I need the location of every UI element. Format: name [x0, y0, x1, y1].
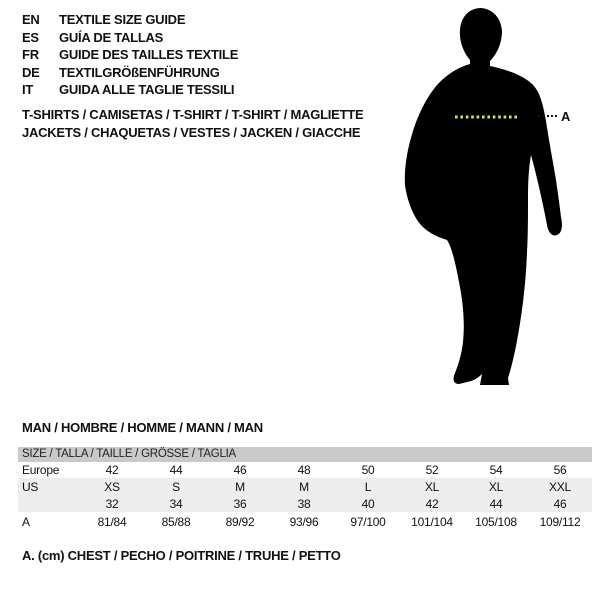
- table-cell: 42: [105, 463, 119, 477]
- table-cell: L: [364, 479, 372, 494]
- table-cell: 54: [489, 463, 503, 477]
- size-table: [18, 447, 592, 531]
- category-line-tshirts: T-SHIRTS / CAMISETAS / T-SHIRT / T-SHIRT / MAGLIETTE: [22, 107, 364, 122]
- table-cell: 56: [553, 463, 567, 477]
- table-cell: 89/92: [225, 514, 255, 529]
- language-code: FR: [22, 47, 39, 63]
- table-cell: 44: [169, 463, 183, 477]
- table-cell: 38: [297, 496, 311, 511]
- language-code: IT: [22, 82, 34, 98]
- language-code: DE: [22, 64, 40, 80]
- table-row-a: [18, 512, 592, 531]
- table-cell: XXL: [549, 479, 571, 494]
- table-cell: 85/88: [161, 514, 191, 529]
- table-cell: S: [172, 479, 180, 494]
- table-cell: M: [299, 479, 309, 494]
- table-cell: 105/108: [475, 514, 517, 529]
- table-cell: 36: [233, 496, 247, 511]
- row-label-us: US: [22, 479, 39, 494]
- language-row: [22, 29, 238, 47]
- table-cell: 32: [105, 496, 119, 511]
- table-cell: 46: [553, 496, 567, 511]
- language-label: GUIDE DES TAILLES TEXTILE: [59, 47, 239, 63]
- table-cell: XL: [424, 479, 440, 494]
- table-cell: 48: [297, 463, 311, 477]
- table-row-europe: [18, 462, 592, 478]
- language-label: TEXTILE SIZE GUIDE: [59, 12, 186, 28]
- table-cell: 97/100: [350, 514, 386, 529]
- table-row-us-numbers: [18, 495, 592, 512]
- row-label-europe: Europe: [22, 463, 60, 477]
- table-cell: 81/84: [97, 514, 127, 529]
- language-label: TEXTILGRÖßENFÜHRUNG: [59, 64, 220, 80]
- table-cell: 46: [233, 463, 247, 477]
- measurement-footnote: A. (cm) CHEST / PECHO / POITRINE / TRUHE / PETTO: [22, 548, 341, 563]
- table-header: SIZE / TALLA / TAILLE / GRÖSSE / TAGLIA: [18, 447, 592, 462]
- language-row: [22, 64, 238, 82]
- language-code: EN: [22, 12, 40, 28]
- table-cell: 109/112: [539, 514, 581, 529]
- language-row: [22, 81, 238, 99]
- table-cell: 93/96: [289, 514, 319, 529]
- table-cell: XS: [104, 479, 120, 494]
- table-cell: XL: [488, 479, 504, 494]
- table-row-us-block: [18, 478, 592, 512]
- measure-label-a: A: [561, 109, 571, 124]
- language-code: ES: [22, 29, 39, 45]
- language-row: [22, 46, 238, 64]
- section-title-man: MAN / HOMBRE / HOMME / MANN / MAN: [22, 420, 263, 435]
- table-cell: 101/104: [411, 514, 453, 529]
- table-cell: 50: [361, 463, 375, 477]
- table-cell: 34: [169, 496, 183, 511]
- category-line-jackets: JACKETS / CHAQUETAS / VESTES / JACKEN / GIACCHE: [22, 125, 361, 140]
- category-lines: [22, 106, 363, 142]
- language-label: GUIDA ALLE TAGLIE TESSILI: [59, 82, 235, 98]
- table-row-us-letters: [18, 478, 592, 495]
- language-label: GUÍA DE TALLAS: [59, 29, 164, 45]
- language-list: [22, 11, 238, 99]
- table-cell: 52: [425, 463, 439, 477]
- measure-extension-line: [538, 115, 557, 117]
- table-cell: 40: [361, 496, 375, 511]
- man-silhouette-shape: [405, 8, 562, 385]
- table-cell: 42: [425, 496, 439, 511]
- table-cell: 44: [489, 496, 503, 511]
- table-cell: M: [235, 479, 245, 494]
- man-figure: [400, 4, 580, 388]
- man-silhouette: [400, 4, 580, 388]
- language-row: [22, 11, 238, 29]
- row-label-a: A: [22, 514, 30, 529]
